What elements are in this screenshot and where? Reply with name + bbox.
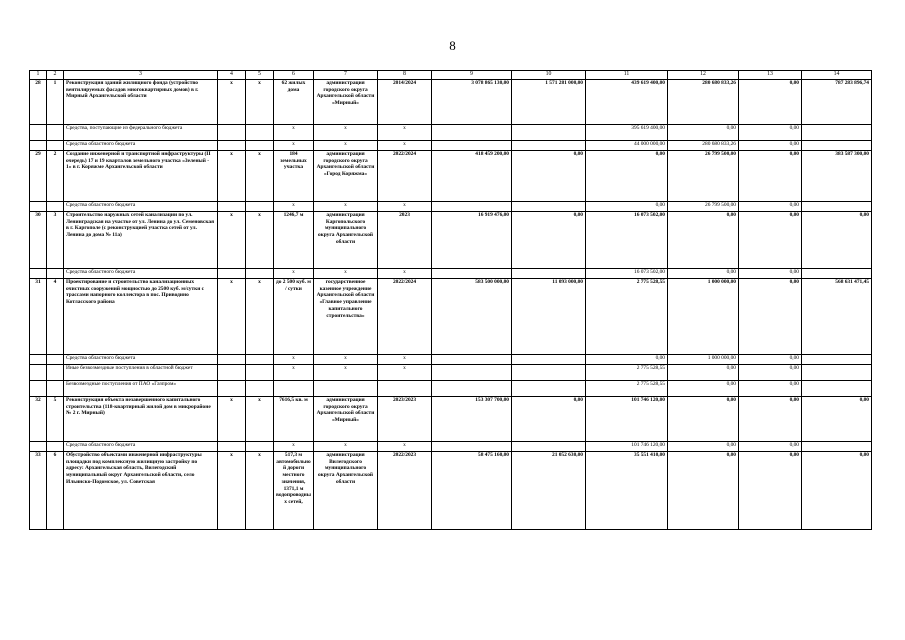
cell-col-4: х <box>218 397 246 442</box>
cell-col-9 <box>432 202 512 212</box>
cell-col-7: администрация городского округа Архангельской области «Мирный» <box>314 397 378 442</box>
cell-col-12: 0,00 <box>668 397 739 442</box>
cell-col-7: х <box>314 269 378 279</box>
cell-col-12: 280 680 833,26 <box>668 141 739 151</box>
cell-col-2: 4 <box>47 279 64 355</box>
cell-col-8: х <box>378 202 432 212</box>
cell-col-12: 0,00 <box>668 381 739 397</box>
cell-col-1 <box>30 141 47 151</box>
cell-col-1: 32 <box>30 397 47 442</box>
cell-col-14 <box>802 355 872 365</box>
header-cell: 5 <box>246 71 274 80</box>
cell-col-6: 184 земельных участка <box>274 151 314 202</box>
header-cell: 10 <box>512 71 586 80</box>
cell-col-11: 16 073 502,00 <box>586 269 668 279</box>
header-cell: 2 <box>47 71 64 80</box>
cell-col-11: 439 619 400,00 <box>586 80 668 125</box>
cell-col-1: 33 <box>30 452 47 530</box>
project-row <box>30 80 872 125</box>
cell-col-1 <box>30 355 47 365</box>
cell-col-8: 2023 <box>378 212 432 269</box>
cell-col-1 <box>30 381 47 397</box>
cell-col-6 <box>274 381 314 397</box>
cell-col-14: 0,00 <box>802 397 872 442</box>
cell-col-4: х <box>218 279 246 355</box>
cell-col-4 <box>218 381 246 397</box>
cell-col-8: х <box>378 141 432 151</box>
cell-col-2 <box>47 442 64 452</box>
cell-col-11: 101 746 120,00 <box>586 397 668 442</box>
funding-source-row <box>30 381 872 397</box>
cell-col-4: х <box>218 212 246 269</box>
cell-col-13: 0,00 <box>739 355 802 365</box>
cell-col-2 <box>47 141 64 151</box>
cell-col-14 <box>802 381 872 397</box>
cell-col-10 <box>512 202 586 212</box>
cell-col-8: 2022/2024 <box>378 151 432 202</box>
cell-col-5 <box>246 269 274 279</box>
cell-col-7: администрация Каргопольского муниципального округа Архангельской области <box>314 212 378 269</box>
cell-col-9 <box>432 442 512 452</box>
funding-source-row <box>30 365 872 381</box>
cell-col-5 <box>246 141 274 151</box>
header-cell: 3 <box>64 71 218 80</box>
cell-col-4: х <box>218 80 246 125</box>
cell-col-4 <box>218 269 246 279</box>
cell-col-9: 3 078 865 130,00 <box>432 80 512 125</box>
cell-col-10 <box>512 269 586 279</box>
cell-col-5 <box>246 125 274 141</box>
cell-col-10: 11 093 000,00 <box>512 279 586 355</box>
cell-col-12: 1 000 000,00 <box>668 279 739 355</box>
cell-col-10: 0,00 <box>512 151 586 202</box>
cell-col-2 <box>47 269 64 279</box>
cell-col-8: 2023/2023 <box>378 397 432 442</box>
header-cell: 13 <box>739 71 802 80</box>
header-cell: 4 <box>218 71 246 80</box>
cell-col-9 <box>432 141 512 151</box>
cell-col-12: 0,00 <box>668 452 739 530</box>
page-number: 8 <box>449 38 456 53</box>
cell-col-11: 0,00 <box>586 151 668 202</box>
cell-col-6: 62 жилых дома <box>274 80 314 125</box>
cell-col-5: х <box>246 279 274 355</box>
cell-col-5 <box>246 202 274 212</box>
cell-col-11: 395 619 400,00 <box>586 125 668 141</box>
cell-col-13: 0,00 <box>739 202 802 212</box>
header-cell: 1 <box>30 71 47 80</box>
cell-col-2: 6 <box>47 452 64 530</box>
cell-col-4: х <box>218 452 246 530</box>
cell-col-8: х <box>378 125 432 141</box>
cell-col-2 <box>47 202 64 212</box>
cell-col-12: 1 000 000,00 <box>668 355 739 365</box>
cell-col-14: 0,00 <box>802 452 872 530</box>
project-row <box>30 452 872 530</box>
cell-col-9 <box>432 365 512 381</box>
cell-col-4 <box>218 125 246 141</box>
funding-source-row <box>30 442 872 452</box>
cell-col-6: х <box>274 442 314 452</box>
cell-col-8: х <box>378 355 432 365</box>
cell-col-1: 28 <box>30 80 47 125</box>
cell-col-12: 26 799 500,00 <box>668 151 739 202</box>
cell-col-14 <box>802 365 872 381</box>
cell-col-6: х <box>274 202 314 212</box>
cell-col-6: до 2 500 куб. м / сутки <box>274 279 314 355</box>
cell-col-1 <box>30 269 47 279</box>
cell-col-12: 26 799 500,00 <box>668 202 739 212</box>
cell-col-6: х <box>274 365 314 381</box>
cell-col-7: х <box>314 355 378 365</box>
cell-col-14 <box>802 125 872 141</box>
cell-col-3: Иные безвозмездные поступления в областной бюджет <box>64 365 218 381</box>
cell-col-2 <box>47 381 64 397</box>
cell-col-9 <box>432 269 512 279</box>
cell-col-8: х <box>378 365 432 381</box>
funding-source-row <box>30 355 872 365</box>
cell-col-10 <box>512 381 586 397</box>
cell-col-12: 0,00 <box>668 269 739 279</box>
header-row <box>30 71 872 80</box>
cell-col-14 <box>802 269 872 279</box>
cell-col-6: 7616,5 кв. м <box>274 397 314 442</box>
header-cell: 6 <box>274 71 314 80</box>
cell-col-7: администрация Вилегодского муниципального округа Архангельской области <box>314 452 378 530</box>
cell-col-5 <box>246 381 274 397</box>
cell-col-12: 0,00 <box>668 125 739 141</box>
funding-source-row <box>30 202 872 212</box>
cell-col-8: 2022/2023 <box>378 452 432 530</box>
cell-col-6: х <box>274 355 314 365</box>
header-cell: 12 <box>668 71 739 80</box>
cell-col-14: 383 587 300,00 <box>802 151 872 202</box>
cell-col-4 <box>218 202 246 212</box>
cell-col-2 <box>47 365 64 381</box>
cell-col-13: 0,00 <box>739 365 802 381</box>
investment-table <box>29 70 872 530</box>
cell-col-9: 583 500 000,00 <box>432 279 512 355</box>
cell-col-6: 517,3 м автомобильной дороги местного значения, 1371,1 м водопроводных сетей, <box>274 452 314 530</box>
cell-col-9: 418 459 200,00 <box>432 151 512 202</box>
cell-col-14 <box>802 141 872 151</box>
cell-col-5: х <box>246 80 274 125</box>
cell-col-3: Средства областного бюджета <box>64 442 218 452</box>
cell-col-10 <box>512 442 586 452</box>
header-cell: 9 <box>432 71 512 80</box>
cell-col-2: 1 <box>47 80 64 125</box>
cell-col-11: 101 746 120,00 <box>586 442 668 452</box>
cell-col-14: 0,00 <box>802 212 872 269</box>
cell-col-2: 3 <box>47 212 64 269</box>
project-row <box>30 151 872 202</box>
cell-col-3: Строительство наружных сетей канализации по ул. Ленинградская на участке от ул. Ленина до ул. Семеновская в г. Каргополе (с реконструкцией участка сетей от ул. Ленина до дома № 11а) <box>64 212 218 269</box>
cell-col-7 <box>314 381 378 397</box>
cell-col-13: 0,00 <box>739 381 802 397</box>
cell-col-10: 21 052 630,00 <box>512 452 586 530</box>
cell-col-3: Средства областного бюджета <box>64 141 218 151</box>
cell-col-7: государственное казенное учреждение Архангельской области «Главное управление капитального строительства» <box>314 279 378 355</box>
cell-col-13: 0,00 <box>739 212 802 269</box>
cell-col-9: 153 307 700,00 <box>432 397 512 442</box>
cell-col-6: х <box>274 141 314 151</box>
cell-col-3: Проектирование и строительство канализационных очистных сооружений мощностью до 2500 куб. м/сутки с трассами напорного коллектора в пос. Приводино Котласского района <box>64 279 218 355</box>
cell-col-8: 2022/2024 <box>378 279 432 355</box>
project-row <box>30 212 872 269</box>
cell-col-3: Средства, поступающие из федерального бюджета <box>64 125 218 141</box>
cell-col-9 <box>432 381 512 397</box>
cell-col-12: 0,00 <box>668 365 739 381</box>
cell-col-13: 0,00 <box>739 442 802 452</box>
cell-col-14: 787 283 896,74 <box>802 80 872 125</box>
cell-col-1: 29 <box>30 151 47 202</box>
cell-col-4 <box>218 355 246 365</box>
cell-col-13: 0,00 <box>739 151 802 202</box>
cell-col-5: х <box>246 452 274 530</box>
cell-col-5: х <box>246 397 274 442</box>
cell-col-6: х <box>274 125 314 141</box>
cell-col-11: 2 775 528,55 <box>586 365 668 381</box>
cell-col-11: 35 551 410,00 <box>586 452 668 530</box>
cell-col-5 <box>246 442 274 452</box>
cell-col-2: 2 <box>47 151 64 202</box>
cell-col-5: х <box>246 151 274 202</box>
project-row <box>30 397 872 442</box>
cell-col-6: 1246,7 м <box>274 212 314 269</box>
cell-col-5 <box>246 355 274 365</box>
cell-col-4 <box>218 365 246 381</box>
cell-col-3: Реконструкция зданий жилищного фонда (устройство вентилируемых фасадов многоквартирных домов) в г. Мирный Архангельской области <box>64 80 218 125</box>
cell-col-13: 0,00 <box>739 452 802 530</box>
cell-col-9: 16 919 476,00 <box>432 212 512 269</box>
cell-col-11: 44 000 000,00 <box>586 141 668 151</box>
cell-col-8: 2014/2024 <box>378 80 432 125</box>
cell-col-2 <box>47 355 64 365</box>
cell-col-11: 2 775 528,55 <box>586 381 668 397</box>
cell-col-13: 0,00 <box>739 279 802 355</box>
cell-col-11: 0,00 <box>586 355 668 365</box>
cell-col-10 <box>512 125 586 141</box>
cell-col-10: 0,00 <box>512 397 586 442</box>
cell-col-1 <box>30 442 47 452</box>
cell-col-11: 0,00 <box>586 202 668 212</box>
cell-col-10 <box>512 355 586 365</box>
cell-col-1: 30 <box>30 212 47 269</box>
cell-col-13: 0,00 <box>739 80 802 125</box>
cell-col-13: 0,00 <box>739 397 802 442</box>
cell-col-7: х <box>314 125 378 141</box>
cell-col-1 <box>30 365 47 381</box>
cell-col-14 <box>802 202 872 212</box>
cell-col-3: Средства областного бюджета <box>64 269 218 279</box>
cell-col-6: х <box>274 269 314 279</box>
cell-col-1 <box>30 202 47 212</box>
cell-col-7: администрация городского округа Архангельской области «Город Коряжма» <box>314 151 378 202</box>
cell-col-10: 0,00 <box>512 212 586 269</box>
cell-col-7: х <box>314 141 378 151</box>
cell-col-3: Безвозмездные поступления от ПАО «Газпром» <box>64 381 218 397</box>
cell-col-4 <box>218 442 246 452</box>
cell-col-3: Реконструкция объекта незавершенного капитального строительства (118-квартирный жилой дом в микрорайоне № 2 г. Мирный) <box>64 397 218 442</box>
cell-col-3: Обустройство объектами инженерной инфраструктуры площадки под комплексную жилищную застройку по адресу: Архангельская область, Вилегодский муниципальный округ Архангельской области, село Ильинско-Подомское, ул. Советская <box>64 452 218 530</box>
cell-col-7: х <box>314 442 378 452</box>
cell-col-8: х <box>378 269 432 279</box>
cell-col-4: х <box>218 151 246 202</box>
project-row <box>30 279 872 355</box>
cell-col-7: администрация городского округа Архангельской области «Мирный» <box>314 80 378 125</box>
funding-source-row <box>30 141 872 151</box>
cell-col-1 <box>30 125 47 141</box>
cell-col-11: 16 073 502,00 <box>586 212 668 269</box>
cell-col-13: 0,00 <box>739 269 802 279</box>
header-cell: 7 <box>314 71 378 80</box>
cell-col-7: х <box>314 365 378 381</box>
cell-col-10 <box>512 365 586 381</box>
cell-col-9 <box>432 355 512 365</box>
cell-col-13: 0,00 <box>739 125 802 141</box>
funding-source-row <box>30 269 872 279</box>
cell-col-3: Создание инженерной и транспортной инфраструктуры (II очередь) 17 и 19 кварталов земельного участка «Зеленый - 1» в г. Коряжме Архангельской области <box>64 151 218 202</box>
cell-col-11: 2 775 528,55 <box>586 279 668 355</box>
cell-col-3: Средства областного бюджета <box>64 202 218 212</box>
cell-col-10 <box>512 141 586 151</box>
cell-col-5: х <box>246 212 274 269</box>
cell-col-7: х <box>314 202 378 212</box>
cell-col-9: 58 475 160,00 <box>432 452 512 530</box>
header-cell: 8 <box>378 71 432 80</box>
cell-col-1: 31 <box>30 279 47 355</box>
cell-col-8: х <box>378 442 432 452</box>
cell-col-4 <box>218 141 246 151</box>
cell-col-13: 0,00 <box>739 141 802 151</box>
cell-col-12: 0,00 <box>668 442 739 452</box>
cell-col-12: 0,00 <box>668 212 739 269</box>
cell-col-2 <box>47 125 64 141</box>
cell-col-8 <box>378 381 432 397</box>
cell-col-9 <box>432 125 512 141</box>
header-cell: 11 <box>586 71 668 80</box>
funding-source-row <box>30 125 872 141</box>
header-cell: 14 <box>802 71 872 80</box>
cell-col-14: 568 631 471,45 <box>802 279 872 355</box>
cell-col-3: Средства областного бюджета <box>64 355 218 365</box>
cell-col-10: 1 571 281 000,00 <box>512 80 586 125</box>
cell-col-12: 280 680 833,26 <box>668 80 739 125</box>
cell-col-5 <box>246 365 274 381</box>
cell-col-2: 5 <box>47 397 64 442</box>
cell-col-14 <box>802 442 872 452</box>
